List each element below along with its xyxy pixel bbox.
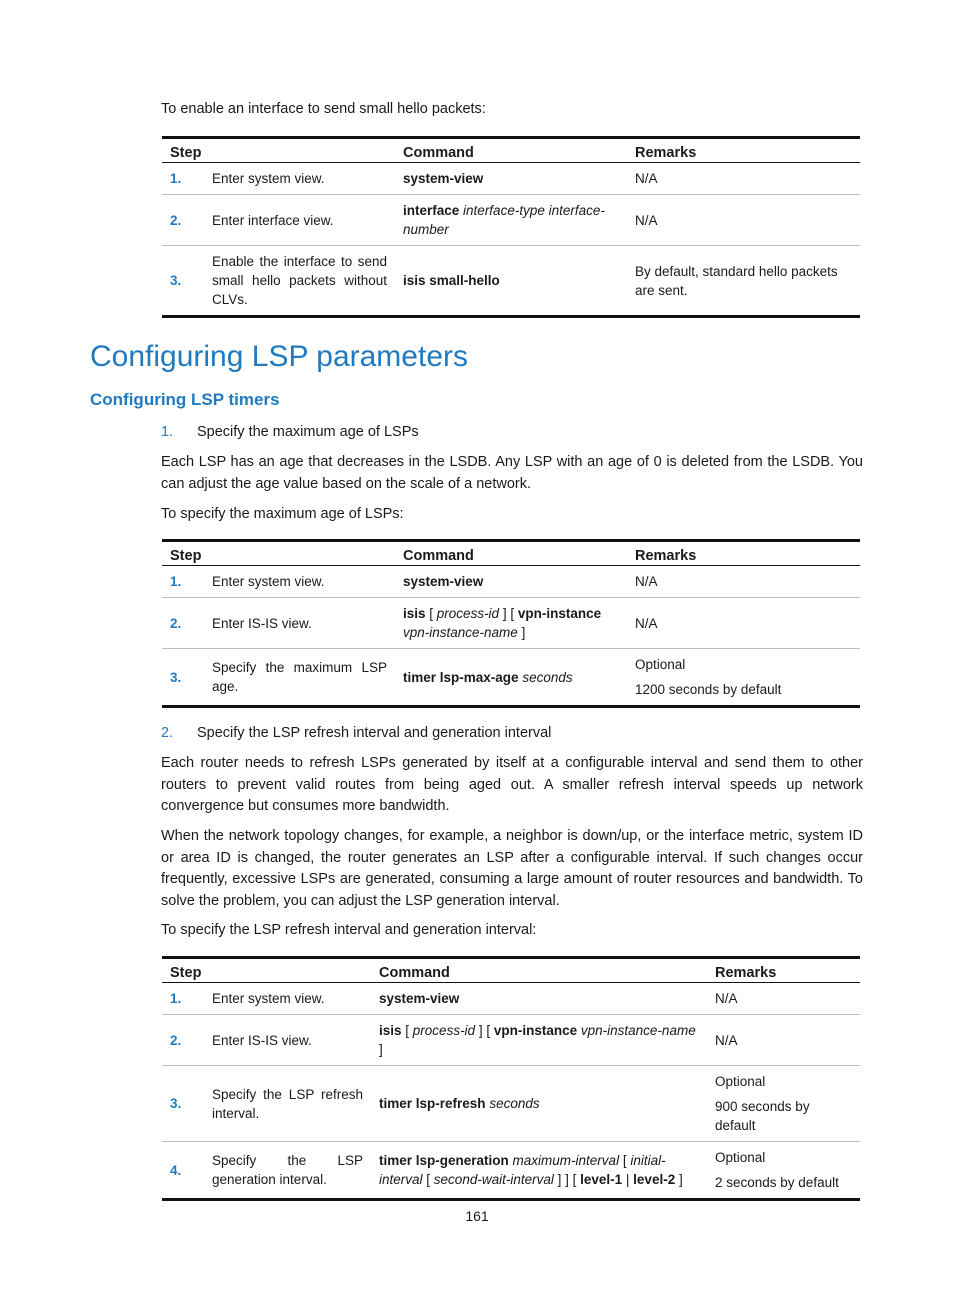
remark-text: 2 seconds by default [715, 1175, 839, 1190]
col-header-step: Step [162, 138, 395, 163]
command-keyword: isis [403, 606, 426, 621]
table-row [162, 566, 860, 598]
step-description: Enter interface view. [212, 212, 334, 228]
refresh-paragraph: Each router needs to refresh LSPs generated by itself at a configurable interval and send them to other routers to prevent valid routes from being aged out. A smaller refresh interval speeds up network convergence but consumes more bandwidth. [161, 755, 863, 814]
command-argument: process-id [412, 1023, 476, 1038]
command-keyword: system-view [379, 991, 460, 1006]
table-row [162, 983, 860, 1015]
col-header-remarks: Remarks [627, 541, 860, 566]
command-syntax: [ [425, 606, 437, 621]
remarks-cell [707, 983, 860, 1015]
table-row [162, 649, 860, 707]
remark-text: By default, standard hello packets are sent. [635, 263, 838, 298]
command-argument: seconds [522, 669, 573, 685]
small-hello-table [162, 136, 860, 318]
step-description: Enter IS-IS view. [212, 615, 312, 631]
command-cell [395, 195, 627, 246]
command-argument: interface-type interface-number [403, 203, 605, 237]
remark-text: Optional [715, 1150, 766, 1165]
subsection-heading: Configuring LSP timers [90, 390, 280, 409]
remark-text: Optional [635, 657, 686, 672]
remark-text: N/A [715, 991, 738, 1006]
command-keyword: interface [403, 203, 460, 218]
section-heading: Configuring LSP parameters [90, 340, 468, 373]
remark-text: N/A [635, 574, 658, 589]
command-argument: initial-interval [379, 1153, 666, 1187]
command-cell [371, 983, 707, 1015]
step-1-text: Specify the maximum age of LSPs [197, 424, 419, 440]
remarks-cell [627, 195, 860, 246]
command-cell [371, 1142, 707, 1200]
step-number: 4. [170, 1162, 182, 1178]
col-header-remarks: Remarks [627, 138, 860, 163]
remarks-cell [627, 598, 860, 649]
step-cell [162, 246, 395, 317]
command-cell [371, 1066, 707, 1142]
page-number: 161 [465, 1208, 489, 1224]
step-number: 2. [170, 615, 182, 631]
lsp-refresh-generation-table [162, 956, 860, 1201]
step-cell [162, 163, 395, 195]
command-argument: process-id [436, 606, 500, 621]
step-cell [162, 983, 371, 1015]
command-argument: vpn-instance-name [403, 625, 518, 640]
step-2-number: 2. [161, 725, 174, 741]
remark-text: N/A [635, 212, 658, 228]
col-header-step: Step [162, 958, 371, 983]
command-syntax: [ [422, 1172, 434, 1187]
step-1-number: 1. [161, 424, 174, 440]
remarks-cell [707, 1142, 860, 1200]
step-description: Specify the maximum LSP age. [212, 660, 387, 694]
remarks-cell [627, 566, 860, 598]
step-cell [162, 1066, 371, 1142]
col-header-remarks: Remarks [707, 958, 860, 983]
step-cell [162, 195, 395, 246]
command-keyword: timer lsp-max-age [403, 669, 519, 685]
remark-text: Optional [715, 1074, 766, 1089]
col-header-command: Command [395, 541, 627, 566]
command-cell [395, 598, 627, 649]
step-number: 2. [170, 1032, 182, 1048]
command-keyword: vpn-instance [493, 1023, 578, 1038]
command-keyword: system-view [403, 574, 484, 589]
table-row [162, 195, 860, 246]
step-description: Enter system view. [212, 991, 325, 1006]
step-number: 3. [170, 669, 182, 685]
step-number: 2. [170, 212, 182, 228]
col-header-command: Command [395, 138, 627, 163]
command-cell [395, 649, 627, 707]
step-description: Enter system view. [212, 574, 325, 589]
table-row [162, 1066, 860, 1142]
step-description: Specify the LSP generation interval. [212, 1153, 363, 1187]
table-row [162, 1142, 860, 1200]
command-argument: second-wait-interval [433, 1172, 554, 1187]
remark-text: N/A [635, 171, 658, 186]
table-row [162, 163, 860, 195]
remark-text: 1200 seconds by default [635, 682, 782, 697]
command-syntax: [ [619, 1153, 631, 1168]
command-keyword: timer lsp-refresh [379, 1096, 486, 1111]
table-row [162, 598, 860, 649]
command-syntax: ] [517, 625, 526, 640]
step-number: 3. [170, 1096, 182, 1111]
command-argument: vpn-instance-name [580, 1023, 696, 1038]
remarks-cell [627, 163, 860, 195]
command-keyword: level-2 [633, 1172, 676, 1187]
command-keyword: timer lsp-generation [379, 1153, 509, 1168]
command-syntax: [ [401, 1023, 413, 1038]
remark-text: 900 seconds by default [715, 1099, 810, 1133]
generation-paragraph: When the network topology changes, for example, a neighbor is down/up, or the interface metric, system ID or area ID is changed, the router generates an LSP after a configurable interval. If such changes occur frequently, excessive LSPs are generated, consuming a large amount of router resources and bandwidth. To solve the problem, you can adjust the LSP generation interval. [161, 828, 863, 909]
lsp-age-intro: To specify the maximum age of LSPs: [161, 506, 404, 522]
step-number: 1. [170, 171, 182, 186]
remarks-cell [707, 1015, 860, 1066]
col-header-step: Step [162, 541, 395, 566]
command-keyword: vpn-instance [517, 606, 602, 621]
command-syntax: ] [379, 1023, 700, 1057]
command-cell [395, 566, 627, 598]
command-syntax: ] [675, 1172, 683, 1187]
remark-text: N/A [715, 1032, 738, 1048]
command-argument: maximum-interval [512, 1153, 620, 1168]
command-keyword: isis [379, 1023, 402, 1038]
remark-text: N/A [635, 615, 658, 631]
step-cell [162, 1015, 371, 1066]
step-number: 3. [170, 273, 182, 288]
step-description: Enable the interface to send small hello packets without CLVs. [212, 254, 387, 307]
command-keyword: isis small-hello [403, 273, 500, 288]
table-row [162, 1015, 860, 1066]
command-cell [371, 1015, 707, 1066]
remarks-cell [707, 1066, 860, 1142]
lsp-max-age-table [162, 539, 860, 708]
command-syntax [601, 606, 605, 621]
remarks-cell [627, 649, 860, 707]
step-2-item [161, 723, 552, 744]
step-description: Specify the LSP refresh interval. [212, 1086, 363, 1121]
table-row [162, 246, 860, 317]
command-syntax: ] [ [499, 606, 518, 621]
step-cell [162, 566, 395, 598]
step-description: Enter IS-IS view. [212, 1032, 312, 1048]
col-header-command: Command [371, 958, 707, 983]
step-cell [162, 1142, 371, 1200]
step-number: 1. [170, 991, 182, 1006]
step-1-item [161, 422, 419, 443]
command-argument: seconds [489, 1096, 540, 1111]
lsp-age-paragraph: Each LSP has an age that decreases in the LSDB. Any LSP with an age of 0 is deleted from the LSDB. You can adjust the age value based on the scale of a network. [161, 454, 863, 492]
command-syntax: ] ] [ [553, 1172, 581, 1187]
command-cell [395, 246, 627, 317]
command-cell [395, 163, 627, 195]
command-syntax: | [622, 1172, 634, 1187]
step-2-text: Specify the LSP refresh interval and generation interval [197, 725, 552, 741]
step-number: 1. [170, 574, 182, 589]
command-keyword: level-1 [580, 1172, 623, 1187]
step-description: Enter system view. [212, 171, 325, 186]
refresh-generation-intro: To specify the LSP refresh interval and generation interval: [161, 922, 537, 938]
command-syntax: ] [ [475, 1023, 494, 1038]
command-keyword: system-view [403, 171, 484, 186]
intro-text: To enable an interface to send small hello packets: [161, 101, 486, 117]
step-cell [162, 598, 395, 649]
remarks-cell [627, 246, 860, 317]
step-cell [162, 649, 395, 707]
